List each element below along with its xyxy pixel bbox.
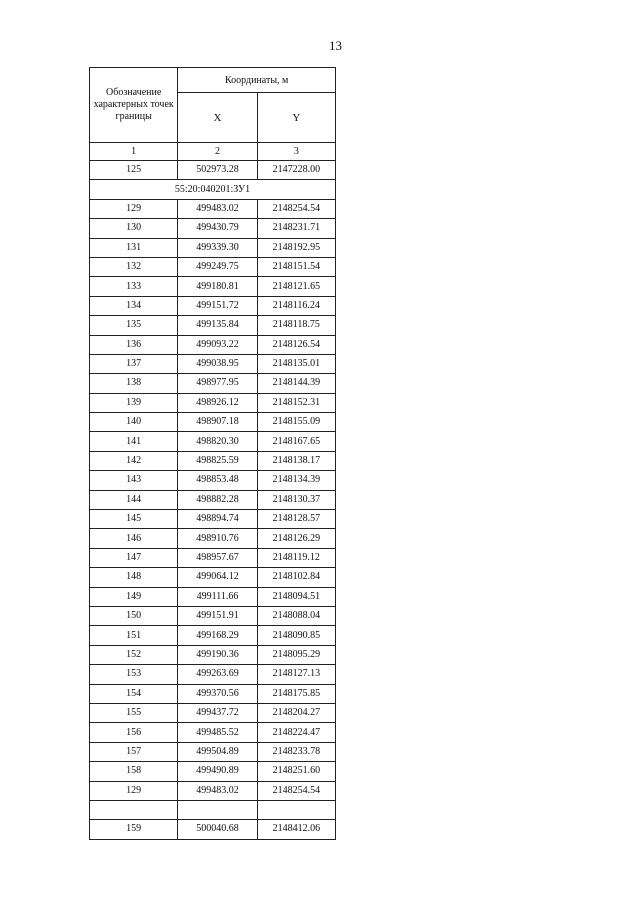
coord-y: 2148152.31 — [257, 393, 335, 412]
coord-x: 499504.89 — [178, 742, 257, 761]
point-number: 155 — [90, 703, 178, 722]
coord-y: 2148151.54 — [257, 257, 335, 276]
coord-x: 498910.76 — [178, 529, 257, 548]
point-number: 146 — [90, 529, 178, 548]
coord-x: 498907.18 — [178, 413, 257, 432]
coord-x: 500040.68 — [178, 820, 257, 839]
table-row — [90, 703, 336, 722]
blank-row — [90, 800, 336, 819]
header-x: X — [178, 93, 257, 143]
point-number: 148 — [90, 568, 178, 587]
point-number: 141 — [90, 432, 178, 451]
table-row — [90, 199, 336, 218]
table-row — [90, 742, 336, 761]
coord-y: 2148155.09 — [257, 413, 335, 432]
coord-x: 499111.66 — [178, 587, 257, 606]
table-row — [90, 238, 336, 257]
coord-x: 499151.91 — [178, 606, 257, 625]
point-number: 133 — [90, 277, 178, 296]
coord-y: 2147228.00 — [257, 161, 335, 180]
point-number: 144 — [90, 490, 178, 509]
point-number: 142 — [90, 451, 178, 470]
table-row — [90, 548, 336, 567]
table-row — [90, 432, 336, 451]
coord-x: 498882.28 — [178, 490, 257, 509]
coord-y: 2148224.47 — [257, 723, 335, 742]
coord-y: 2148126.29 — [257, 529, 335, 548]
coord-x: 499339.30 — [178, 238, 257, 257]
table-row — [90, 335, 336, 354]
table-row — [90, 762, 336, 781]
coord-x: 499168.29 — [178, 626, 257, 645]
point-number: 137 — [90, 354, 178, 373]
coord-y: 2148130.37 — [257, 490, 335, 509]
coord-x: 499370.56 — [178, 684, 257, 703]
coord-y: 2148254.54 — [257, 199, 335, 218]
coord-y: 2148090.85 — [257, 626, 335, 645]
point-number: 153 — [90, 665, 178, 684]
table-row — [90, 820, 336, 839]
point-number: 134 — [90, 296, 178, 315]
coord-x: 499483.02 — [178, 781, 257, 800]
table-row — [90, 296, 336, 315]
point-number: 151 — [90, 626, 178, 645]
point-number: 131 — [90, 238, 178, 257]
table-row — [90, 684, 336, 703]
table-row — [90, 568, 336, 587]
point-number: 130 — [90, 219, 178, 238]
table-row — [90, 645, 336, 664]
point-number: 147 — [90, 548, 178, 567]
coord-x: 499249.75 — [178, 257, 257, 276]
point-number: 145 — [90, 510, 178, 529]
coord-x: 498820.30 — [178, 432, 257, 451]
coord-y: 2148102.84 — [257, 568, 335, 587]
point-number: 157 — [90, 742, 178, 761]
table-row — [90, 490, 336, 509]
coord-y: 2148095.29 — [257, 645, 335, 664]
point-number: 150 — [90, 606, 178, 625]
coord-x: 499093.22 — [178, 335, 257, 354]
coord-y: 2148128.57 — [257, 510, 335, 529]
column-number-1: 1 — [90, 143, 178, 161]
point-number: 135 — [90, 316, 178, 335]
coord-x: 499135.84 — [178, 316, 257, 335]
coord-x: 499483.02 — [178, 199, 257, 218]
table-row — [90, 374, 336, 393]
point-number: 125 — [90, 161, 178, 180]
table-row — [90, 510, 336, 529]
table-row — [90, 161, 336, 180]
point-number: 139 — [90, 393, 178, 412]
cadastral-number: 55:20:040201:ЗУ1 — [90, 180, 336, 199]
column-number-2: 2 — [178, 143, 257, 161]
table-row — [90, 451, 336, 470]
coord-x: 499490.89 — [178, 762, 257, 781]
coord-x: 498926.12 — [178, 393, 257, 412]
table-row — [90, 413, 336, 432]
coord-y: 2148134.39 — [257, 471, 335, 490]
coord-x: 499437.72 — [178, 703, 257, 722]
table-row — [90, 606, 336, 625]
coordinates-table — [89, 67, 336, 840]
coord-y: 2148251.60 — [257, 762, 335, 781]
coord-y: 2148138.17 — [257, 451, 335, 470]
point-number: 152 — [90, 645, 178, 664]
point-number: 143 — [90, 471, 178, 490]
coord-x: 499430.79 — [178, 219, 257, 238]
point-number: 149 — [90, 587, 178, 606]
table-row — [90, 219, 336, 238]
table-row — [90, 277, 336, 296]
coord-x: 499263.69 — [178, 665, 257, 684]
point-number: 129 — [90, 781, 178, 800]
point-number: 136 — [90, 335, 178, 354]
point-number: 138 — [90, 374, 178, 393]
header-designation: Обозначение характерных точек границы — [90, 68, 178, 143]
coord-y: 2148127.13 — [257, 665, 335, 684]
coord-x: 499180.81 — [178, 277, 257, 296]
point-number: 132 — [90, 257, 178, 276]
point-number: 154 — [90, 684, 178, 703]
coord-x: 499064.12 — [178, 568, 257, 587]
coord-x: 499038.95 — [178, 354, 257, 373]
coord-y: 2148094.51 — [257, 587, 335, 606]
table-row — [90, 781, 336, 800]
table-row — [90, 723, 336, 742]
coord-y: 2148254.54 — [257, 781, 335, 800]
coord-y: 2148135.01 — [257, 354, 335, 373]
page-number: 13 — [329, 38, 342, 53]
coord-y: 2148119.12 — [257, 548, 335, 567]
coord-y: 2148204.27 — [257, 703, 335, 722]
table-row — [90, 393, 336, 412]
coord-y: 2148126.54 — [257, 335, 335, 354]
coord-y: 2148088.04 — [257, 606, 335, 625]
coord-y: 2148412.06 — [257, 820, 335, 839]
table-row — [90, 665, 336, 684]
column-number-3: 3 — [257, 143, 335, 161]
point-number: 159 — [90, 820, 178, 839]
coord-x: 498894.74 — [178, 510, 257, 529]
coord-x: 499485.52 — [178, 723, 257, 742]
coord-x: 498853.48 — [178, 471, 257, 490]
coord-x: 499151.72 — [178, 296, 257, 315]
coord-x: 498825.59 — [178, 451, 257, 470]
coord-x: 498977.95 — [178, 374, 257, 393]
coord-y: 2148167.65 — [257, 432, 335, 451]
table-row — [90, 587, 336, 606]
table-row — [90, 354, 336, 373]
coord-y: 2148118.75 — [257, 316, 335, 335]
table-row — [90, 316, 336, 335]
point-number: 129 — [90, 199, 178, 218]
coord-x: 499190.36 — [178, 645, 257, 664]
coord-y: 2148121.65 — [257, 277, 335, 296]
table-row — [90, 257, 336, 276]
coord-y: 2148144.39 — [257, 374, 335, 393]
table-row — [90, 626, 336, 645]
coord-x: 502973.28 — [178, 161, 257, 180]
point-number: 140 — [90, 413, 178, 432]
table-row — [90, 529, 336, 548]
coord-y: 2148231.71 — [257, 219, 335, 238]
point-number: 158 — [90, 762, 178, 781]
table-row — [90, 471, 336, 490]
coord-y: 2148175.85 — [257, 684, 335, 703]
coord-y: 2148116.24 — [257, 296, 335, 315]
point-number: 156 — [90, 723, 178, 742]
coord-x: 498957.67 — [178, 548, 257, 567]
header-coordinates: Координаты, м — [178, 68, 336, 93]
coord-y: 2148192.95 — [257, 238, 335, 257]
header-y: Y — [257, 93, 335, 143]
coord-y: 2148233.78 — [257, 742, 335, 761]
